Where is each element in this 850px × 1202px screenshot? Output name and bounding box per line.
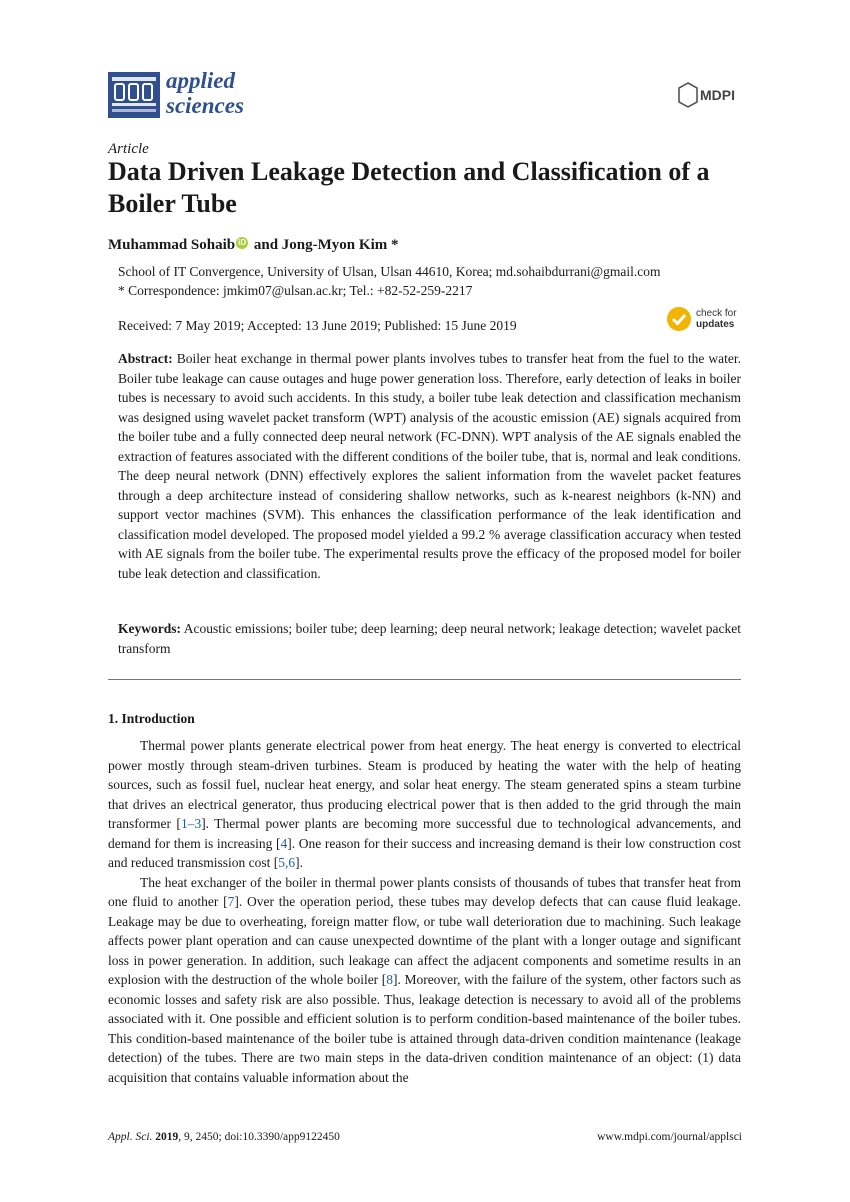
abstract-text: Boiler heat exchange in thermal power plants involves tubes to transfer heat from the fuel to the water. Boiler tube leakage can cause outages and huge power generation loss. Therefore, early detection of leaks in boiler tubes is necessary to avoid such accidents. In this study, a boiler tube leak detection and classification mechanism was designed using wavelet packet transform (WPT) analysis of the acoustic emission (AE) signals acquired from the boiler tube and a fully connected deep neural network (FC-DNN). WPT analysis of the AE signals enabled the extraction of features associated with the different conditions of the boiler tube, that is, normal and leak conditions. The deep neural network (DNN) effectively explores the salient information from the wavelet packet features through a deep architecture instead of considering shallow networks, such as k-nearest neighbors (k-NN) and support vector machines (SVM). This enhances the classification performance of the leak identification and classification model developed. The proposed model yielded a 99.2 % average classification accuracy when tested with AE signals from the boiler tube. The experimental results prove the efficacy of the proposed model for boiler tube leak detection and classification. (118, 351, 741, 581)
publisher-logo (678, 82, 742, 108)
article-title: Data Driven Leakage Detection and Classification of a Boiler Tube (108, 157, 710, 218)
paragraph-text: The heat exchanger of the boiler in thermal power plants consists of thousands of tubes that transfer heat from one fluid to another [ (108, 874, 741, 909)
publication-dates: Received: 7 May 2019; Accepted: 13 June 2019; Published: 15 June 2019 (118, 318, 517, 333)
paragraph-text: ]. Over the operation period, these tubes may develop defects that can cause fluid leakage. Leakage may be due to overheating, foreign matter flow, or tube wall deterioration due to machining. Such leakage affects power plant operation and can cause unexpected downtime of the plant with a longer outage and significant loss in power generation. In addition, such leakage can affect the adjacent components and sometime results in an explosion with the destruction of the whole boiler [ (108, 894, 742, 987)
paragraph (108, 873, 741, 1088)
journal-name (166, 68, 244, 118)
check-updates-icon (667, 307, 691, 331)
paragraph-text: ]. Thermal power plants are becoming more successful due to technological advancements, and demand for them is increasing [ (108, 816, 742, 851)
paragraph-text: ]. One reason for their success and increasing demand is their low construction cost and reduced transmission cost [ (108, 835, 741, 870)
footer-url[interactable]: www.mdpi.com/journal/applsci (597, 1131, 742, 1143)
paragraph-text: ]. Moreover, with the failure of the system, other factors such as economic losses and safety risk are also possible. Thus, leakage detection is necessary to avoid all of the problems associated with it. One possible and efficient solution is to perform condition-based maintenance of the boiler tubes. This condition-based maintenance of the boiler tube is attained through data-driven condition maintenance (leakage detection) of the tubes. There are two main steps in the data-driven condition maintenance of an object: (1) data acquisition that contains valuable information about the (108, 972, 741, 1085)
author-list (108, 237, 398, 254)
keywords-label: Keywords: (118, 621, 181, 636)
section-heading: 1. Introduction (108, 711, 195, 726)
citation-link[interactable]: 8 (386, 972, 393, 987)
footer-citation (108, 1131, 340, 1143)
body-text (108, 736, 741, 1087)
article-type: Article (108, 141, 149, 157)
check-for-updates-badge[interactable] (667, 305, 747, 335)
paragraph (108, 736, 741, 873)
citation-link[interactable]: 4 (280, 835, 288, 851)
footer-doi[interactable]: , 9, 2450; doi:10.3390/app9122450 (178, 1131, 340, 1143)
check-updates-line1: check for (696, 308, 737, 319)
footer-year: 2019 (155, 1131, 179, 1143)
correspondence: * Correspondence: jmkim07@ulsan.ac.kr; Tel.: +82-52-259-2217 (118, 283, 473, 298)
affiliation: School of IT Convergence, University of Ulsan, Ulsan 44610, Korea; md.sohaibdurrani@gmail.com (118, 264, 661, 279)
paragraph-text: Thermal power plants generate electrical power from heat energy. The heat energy is converted to electrical power mostly through steam-driven turbines. Steam is produced by heating the water with the help of heating sources, such as fossil fuel, nuclear heat energy, and solar heat energy. The steam generated spins a steam turbine that drives an electrical generator, thus producing electrical power that is then added to the grid through the main transformer [ (108, 738, 741, 831)
paragraph-text: ]. (295, 855, 303, 870)
author-name-rest: and Jong-Myon Kim * (250, 237, 399, 253)
citation-link[interactable]: 1–3 (180, 816, 202, 831)
journal-logo-icon (108, 72, 160, 118)
journal-logo (108, 70, 258, 122)
journal-name-line1: applied (166, 68, 235, 93)
footer-journal-abbr: Appl. Sci. (108, 1131, 153, 1143)
section-divider (108, 679, 741, 680)
keywords (118, 619, 741, 658)
orcid-icon[interactable]: iD (238, 238, 247, 247)
citation-link[interactable]: 5,6 (278, 855, 296, 870)
citation-link[interactable]: 7 (227, 894, 235, 909)
keywords-text: Acoustic emissions; boiler tube; deep learning; deep neural network; leakage detection; wavelet packet transform (118, 621, 741, 656)
publisher-name: MDPI (700, 87, 735, 103)
check-updates-line2: updates (696, 319, 735, 330)
abstract-label: Abstract: (118, 351, 173, 366)
author-name[interactable]: Muhammad Sohaib (108, 237, 236, 253)
abstract (118, 349, 741, 583)
journal-name-line2: sciences (166, 93, 244, 118)
